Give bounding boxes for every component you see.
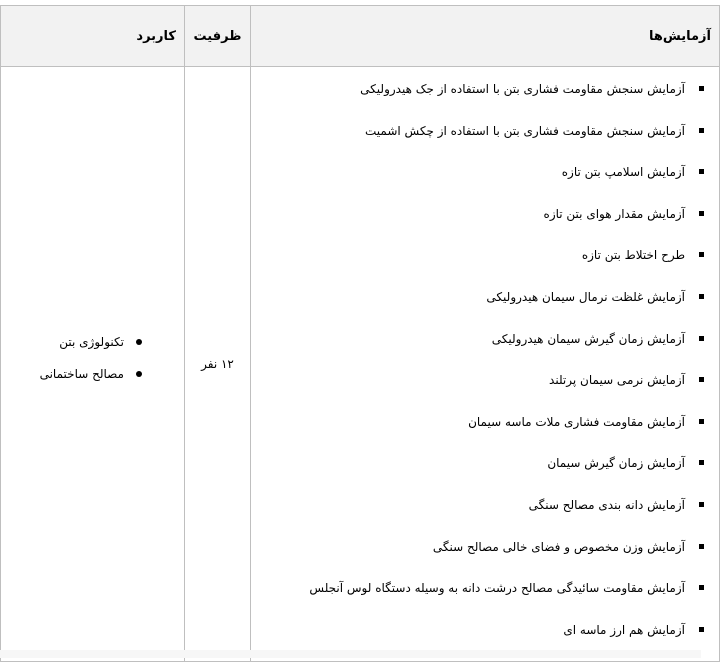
test-item: آزمایش مقاومت سائیدگی مصالح درشت دانه به وسیله دستگاه لوس آنجلس [251, 578, 707, 620]
test-item: آزمایش دانه بندی مصالح سنگی [251, 495, 707, 537]
test-item: آزمایش زمان گیرش سیمان هیدرولیکی [251, 329, 707, 371]
tests-cell [251, 67, 720, 662]
test-item: آزمایش مقاومت فشاری ملات ماسه سیمان [251, 412, 707, 454]
test-item: آزمایش سنجش مقاومت فشاری بتن با استفاده از چکش اشمیت [251, 121, 707, 163]
capacity-cell: ۱۲ نفر [185, 67, 251, 662]
test-item: آزمایش اسلامپ بتن تازه [251, 162, 707, 204]
test-item: آزمایش هم ارز ماسه ای [251, 620, 707, 662]
test-item: آزمایش غلظت نرمال سیمان هیدرولیکی [251, 287, 707, 329]
capacity-header: ظرفیت [185, 6, 251, 67]
table-row [1, 67, 720, 662]
usage-header: کاربرد [1, 6, 185, 67]
lab-tests-table [0, 5, 720, 662]
test-item: آزمایش مقدار هوای بتن تازه [251, 204, 707, 246]
test-item: آزمایش وزن مخصوص و فضای خالی مصالح سنگی [251, 537, 707, 579]
test-item: طرح اختلاط بتن تازه [251, 245, 707, 287]
test-item: آزمایش نرمی سیمان پرتلند [251, 370, 707, 412]
test-item: آزمایش زمان گیرش سیمان [251, 453, 707, 495]
usage-cell [1, 67, 185, 662]
tests-header: آزمایش‌ها [251, 6, 720, 67]
usage-list [1, 332, 184, 396]
usage-item: تکنولوژی بتن [1, 332, 144, 364]
test-item: آزمایش سنجش مقاومت فشاری بتن با استفاده از جک هیدرولیکی [251, 79, 707, 121]
page-footer-strip [0, 650, 701, 658]
header-row [1, 6, 720, 67]
tests-list [251, 79, 719, 661]
usage-item: مصالح ساختمانی [1, 364, 144, 396]
